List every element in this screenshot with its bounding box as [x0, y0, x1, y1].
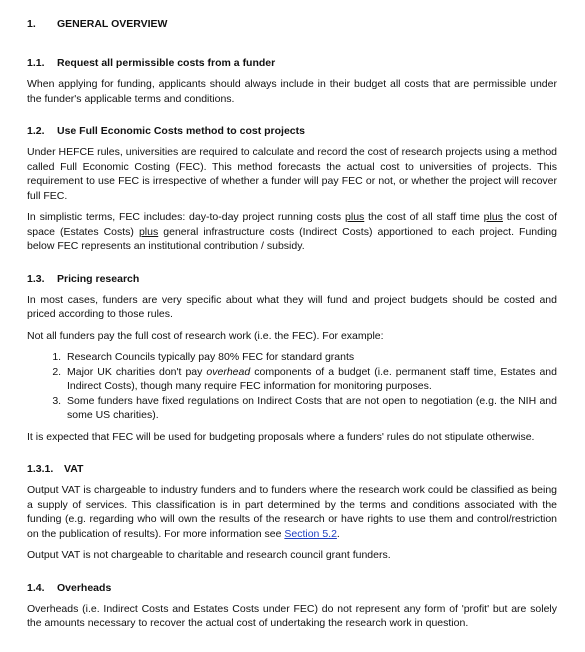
subsection-heading: [27, 462, 557, 476]
section-title: Use Full Economic Costs method to cost projects: [57, 125, 305, 137]
section-1-1: [27, 56, 557, 106]
list-item: 3. Some funders have fixed regulations on Indirect Costs that are not open to negotiation (e.g. the NIH and some US charities).: [64, 394, 557, 423]
section-title: Overheads: [57, 581, 112, 594]
section-heading-overview: [27, 17, 557, 31]
text-run: the cost of all staff time: [364, 211, 484, 223]
section-title: GENERAL OVERVIEW: [57, 18, 168, 30]
paragraph: Under HEFCE rules, universities are required to calculate and record the cost of research projects using a method called Full Economic Costing (FEC). This method forecasts the actual cost to universities of projects. This requirement to use FEC is irrespective of whether a funder will pay FEC or not, or whether the project will recover full FEC.: [27, 146, 557, 202]
section-1-3: [27, 272, 557, 445]
paragraph: Output VAT is not chargeable to charitable and research council grant funders.: [27, 549, 391, 561]
paragraph: Overheads (i.e. Indirect Costs and Estates Costs under FEC) do not represent any form of 'profit' but are solely the amounts necessary to recover the actual cost of undertaking the research work in question.: [27, 602, 557, 629]
section-number: 1.3.: [27, 272, 45, 285]
section-heading: [27, 272, 557, 286]
paragraph: Not all funders pay the full cost of research work (i.e. the FEC). For example:: [27, 329, 384, 342]
section-number: 1.4.: [27, 581, 45, 594]
list-item: [64, 365, 557, 394]
paragraph: It is expected that FEC will be used for budgeting proposals where a funders' rules do not stipulate otherwise.: [27, 430, 535, 443]
section-1-2: [27, 124, 557, 254]
text-run: .: [336, 527, 340, 540]
section-title: Request all permissible costs from a funder: [57, 57, 276, 69]
text-run: general infrastructure costs (Indirect Costs) apportioned to each project. Funding below FEC represents an institutional contribution / subsidy.: [27, 225, 557, 252]
section-heading: [27, 56, 557, 70]
section-number: 1.: [27, 18, 36, 30]
section-1-4: [27, 581, 557, 631]
section-title: VAT: [64, 463, 84, 475]
text-run: In simplistic terms, FEC includes: day-to-day project running costs: [27, 211, 346, 223]
list-item: 1. Research Councils typically pay 80% FEC for standard grants: [64, 350, 557, 365]
section-5-2-link[interactable]: Section 5.2: [284, 527, 337, 540]
paragraph-vat: [27, 483, 557, 541]
section-number: 1.2.: [27, 125, 45, 137]
section-1-3-1: [27, 462, 557, 563]
section-number: 1.3.1.: [27, 463, 54, 475]
paragraph: In most cases, funders are very specific about what they will fund and project budgets should be costed and priced according to those rules.: [27, 293, 557, 320]
text-run: Output VAT is chargeable to industry funders and to funders where the research work could be classified as being a supply of services. This classification is in part determined by the terms and conditions associated with the funding (e.g. regarding who will own the results of the research or have rights to use them and control/restriction on the publication of results). For more information see: [27, 484, 557, 540]
section-heading: [27, 124, 557, 138]
emphasis-text: overhead: [206, 365, 251, 378]
section-title: Pricing research: [57, 272, 140, 285]
paragraph-fec-components: [27, 210, 557, 254]
text-run: components of a budget (i.e. permanent staff time, Estates and Indirect Costs), though many require FEC information for monitoring purposes.: [67, 365, 557, 392]
section-heading: [27, 581, 557, 595]
section-number: 1.1.: [27, 57, 45, 69]
underlined-plus: plus: [138, 225, 159, 238]
paragraph: When applying for funding, applicants should always include in their budget all costs that are permissible under the funder's applicable terms and conditions.: [27, 78, 557, 105]
text-run: the cost of space (Estates Costs): [27, 211, 557, 238]
text-run: Major UK charities don't pay: [67, 365, 207, 378]
funder-examples-list: [27, 350, 557, 423]
underlined-plus: plus: [345, 211, 365, 223]
underlined-plus: plus: [483, 211, 503, 223]
